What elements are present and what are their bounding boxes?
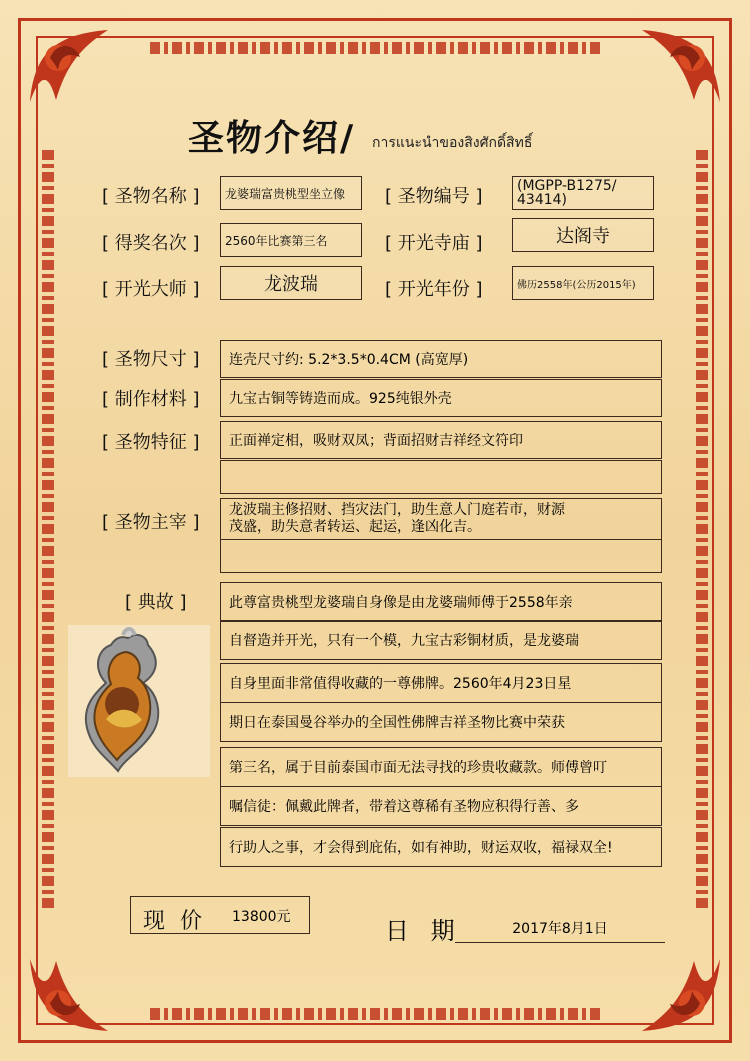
right-greek-key-border-icon	[696, 150, 708, 910]
feature-value: 正面禅定相，吸财双凤；背面招财吉祥经文符印	[220, 421, 662, 459]
story-line-1: 此尊富贵桃型龙婆瑞自身像是由龙婆瑞师傅于2558年亲	[220, 582, 662, 622]
ornate-corner-icon-top-right	[632, 22, 728, 118]
code-value: (MGPP-B1275/ 43414)	[512, 176, 654, 210]
year-label: [ 开光年份 ]	[385, 279, 483, 300]
date-label: 日 期	[385, 917, 462, 945]
story-line-7: 行助人之事，才会得到庇佑，如有神助，财运双收，福禄双全!	[220, 827, 662, 867]
empty-row-upper	[220, 460, 662, 494]
empty-row-lower	[220, 539, 662, 573]
domain-value-line-2: 茂盛，助失意者转运、起运，逢凶化吉。	[229, 519, 481, 535]
award-value: 2560年比赛第三名	[220, 223, 362, 257]
master-value: 龙波瑞	[220, 266, 362, 300]
price-value: 13800元	[232, 909, 291, 925]
name-label: [ 圣物名称 ]	[102, 186, 200, 207]
top-greek-key-border-icon	[150, 42, 600, 54]
domain-value-line-1: 龙波瑞主修招财、挡灾法门，助生意人门庭若市，财源	[229, 502, 565, 518]
size-label: [ 圣物尺寸 ]	[102, 349, 200, 370]
thai-subtitle: การแนะนำของสิงศักดิ์สิทธิ์	[372, 135, 533, 151]
story-line-5: 第三名，属于目前泰国市面无法寻找的珍贵收藏款。师傅曾叮	[220, 747, 662, 787]
story-line-2: 自督造并开光，只有一个模，九宝古彩铜材质，是龙婆瑞	[220, 620, 662, 660]
feature-label: [ 圣物特征 ]	[102, 432, 200, 453]
master-label: [ 开光大师 ]	[102, 279, 200, 300]
story-line-4: 期日在泰国曼谷举办的全国性佛牌吉祥圣物比赛中荣获	[220, 702, 662, 742]
bottom-greek-key-border-icon	[150, 1008, 600, 1020]
price-label: 现 价	[143, 909, 206, 934]
story-label: [ 典故 ]	[125, 592, 187, 613]
date-value: 2017年8月1日	[455, 918, 665, 943]
temple-label: [ 开光寺庙 ]	[385, 233, 483, 254]
ornate-corner-icon-bottom-right	[632, 943, 728, 1039]
amulet-image	[68, 625, 210, 777]
story-line-6: 嘱信徒：佩戴此牌者，带着这尊稀有圣物应积得行善、多	[220, 786, 662, 826]
material-label: [ 制作材料 ]	[102, 389, 200, 410]
story-line-3: 自身里面非常值得收藏的一尊佛牌。2560年4月23日星	[220, 663, 662, 703]
domain-label: [ 圣物主宰 ]	[102, 512, 200, 533]
ornate-corner-icon-bottom-left	[22, 943, 118, 1039]
material-value: 九宝古铜等铸造而成。925纯银外壳	[220, 379, 662, 417]
name-value: 龙婆瑞富贵桃型坐立像	[220, 176, 362, 210]
domain-value	[220, 498, 662, 540]
size-value: 连壳尺寸约: 5.2*3.5*0.4CM (高宽厚)	[220, 340, 662, 378]
award-label: [ 得奖名次 ]	[102, 233, 200, 254]
year-value: 佛历2558年(公历2015年)	[512, 266, 654, 300]
temple-value: 达阁寺	[512, 218, 654, 252]
left-greek-key-border-icon	[42, 150, 54, 910]
ornate-corner-icon-top-left	[22, 22, 118, 118]
page-title: 圣物介绍/	[188, 118, 356, 159]
code-label: [ 圣物编号 ]	[385, 186, 483, 207]
